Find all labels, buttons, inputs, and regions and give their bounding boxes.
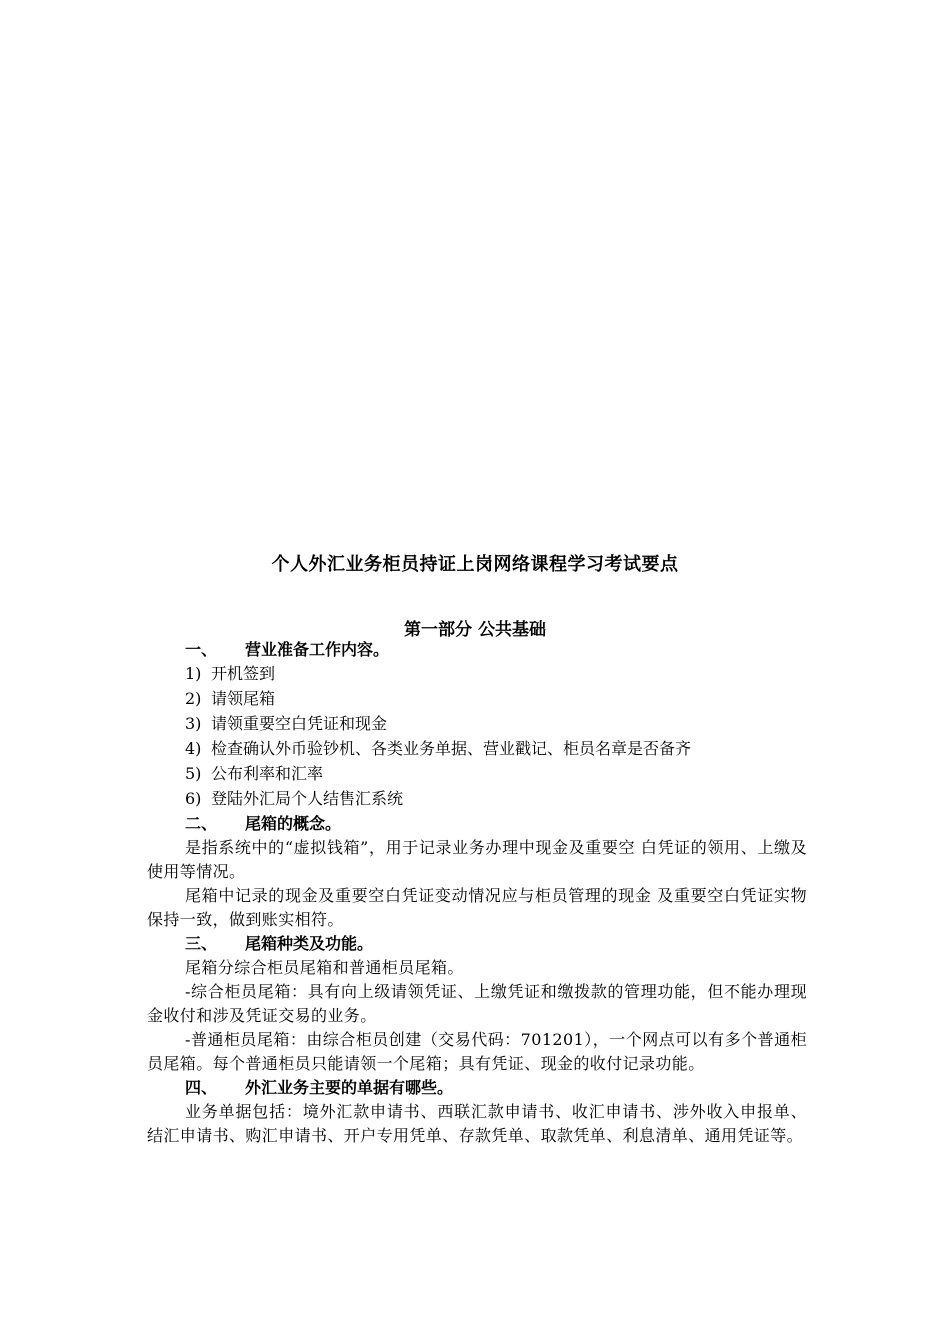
part-title: 第一部分 公共基础 — [404, 620, 546, 640]
section-number: 二、 — [185, 814, 218, 833]
list-item-number: 2) — [185, 689, 202, 708]
document-title: 个人外汇业务柜员持证上岗网络课程学习考试要点 — [271, 554, 679, 575]
section-heading — [147, 812, 807, 836]
list-item — [147, 662, 807, 687]
list-item — [147, 762, 807, 787]
list-item — [147, 737, 807, 762]
section-heading — [147, 1076, 807, 1100]
list-item-text: 开机签到 — [211, 664, 276, 683]
section-heading — [147, 932, 807, 956]
list-item-text: 请领尾箱 — [211, 689, 276, 708]
paragraph: 尾箱中记录的现金及重要空白凭证变动情况应与柜员管理的现金 及重要空白凭证实物保持一致，做到账实相符。 — [147, 886, 807, 929]
paragraph: -普通柜员尾箱：由综合柜员创建（交易代码：701201），一个网点可以有多个普通柜员尾箱。每个普通柜员只能请领一个尾箱；具有凭证、现金的收付记录功能。 — [147, 1030, 807, 1073]
list-item-text: 请领重要空白凭证和现金 — [211, 714, 388, 733]
list-item-number: 1) — [185, 664, 202, 683]
list-item-text: 公布利率和汇率 — [211, 764, 324, 783]
section-heading-text: 尾箱的概念。 — [245, 814, 342, 833]
list-item-number: 3) — [185, 714, 202, 733]
document-body — [147, 638, 807, 1148]
section-heading-text: 外汇业务主要的单据有哪些。 — [245, 1078, 454, 1097]
list-item-number: 6) — [185, 789, 202, 808]
section-number: 四、 — [185, 1078, 218, 1097]
paragraph: 是指系统中的“虚拟钱箱”，用于记录业务办理中现金及重要空 白凭证的领用、上缴及使用等情况。 — [147, 838, 807, 881]
list-item-text: 检查确认外币验钞机、各类业务单据、营业戳记、柜员名章是否备齐 — [211, 739, 692, 758]
section-heading-text: 尾箱种类及功能。 — [245, 934, 374, 953]
section-heading-text: 营业准备工作内容。 — [245, 640, 390, 659]
section-heading — [147, 638, 807, 662]
list-item — [147, 787, 807, 812]
list-item — [147, 712, 807, 737]
section-number: 一、 — [185, 640, 218, 659]
list-item-text: 登陆外汇局个人结售汇系统 — [211, 789, 404, 808]
paragraph: 尾箱分综合柜员尾箱和普通柜员尾箱。 — [185, 958, 464, 977]
paragraph: 业务单据包括：境外汇款申请书、西联汇款申请书、收汇申请书、涉外收入申报单、结汇申请书、购汇申请书、开户专用凭单、存款凭单、取款凭单、利息清单、通用凭证等。 — [147, 1102, 807, 1145]
paragraph: -综合柜员尾箱：具有向上级请领凭证、上缴凭证和缴拨款的管理功能，但不能办理现金收付和涉及凭证交易的业务。 — [147, 982, 807, 1025]
section-number: 三、 — [185, 934, 218, 953]
list-item — [147, 687, 807, 712]
list-item-number: 5) — [185, 764, 202, 783]
list-item-number: 4) — [185, 739, 202, 758]
